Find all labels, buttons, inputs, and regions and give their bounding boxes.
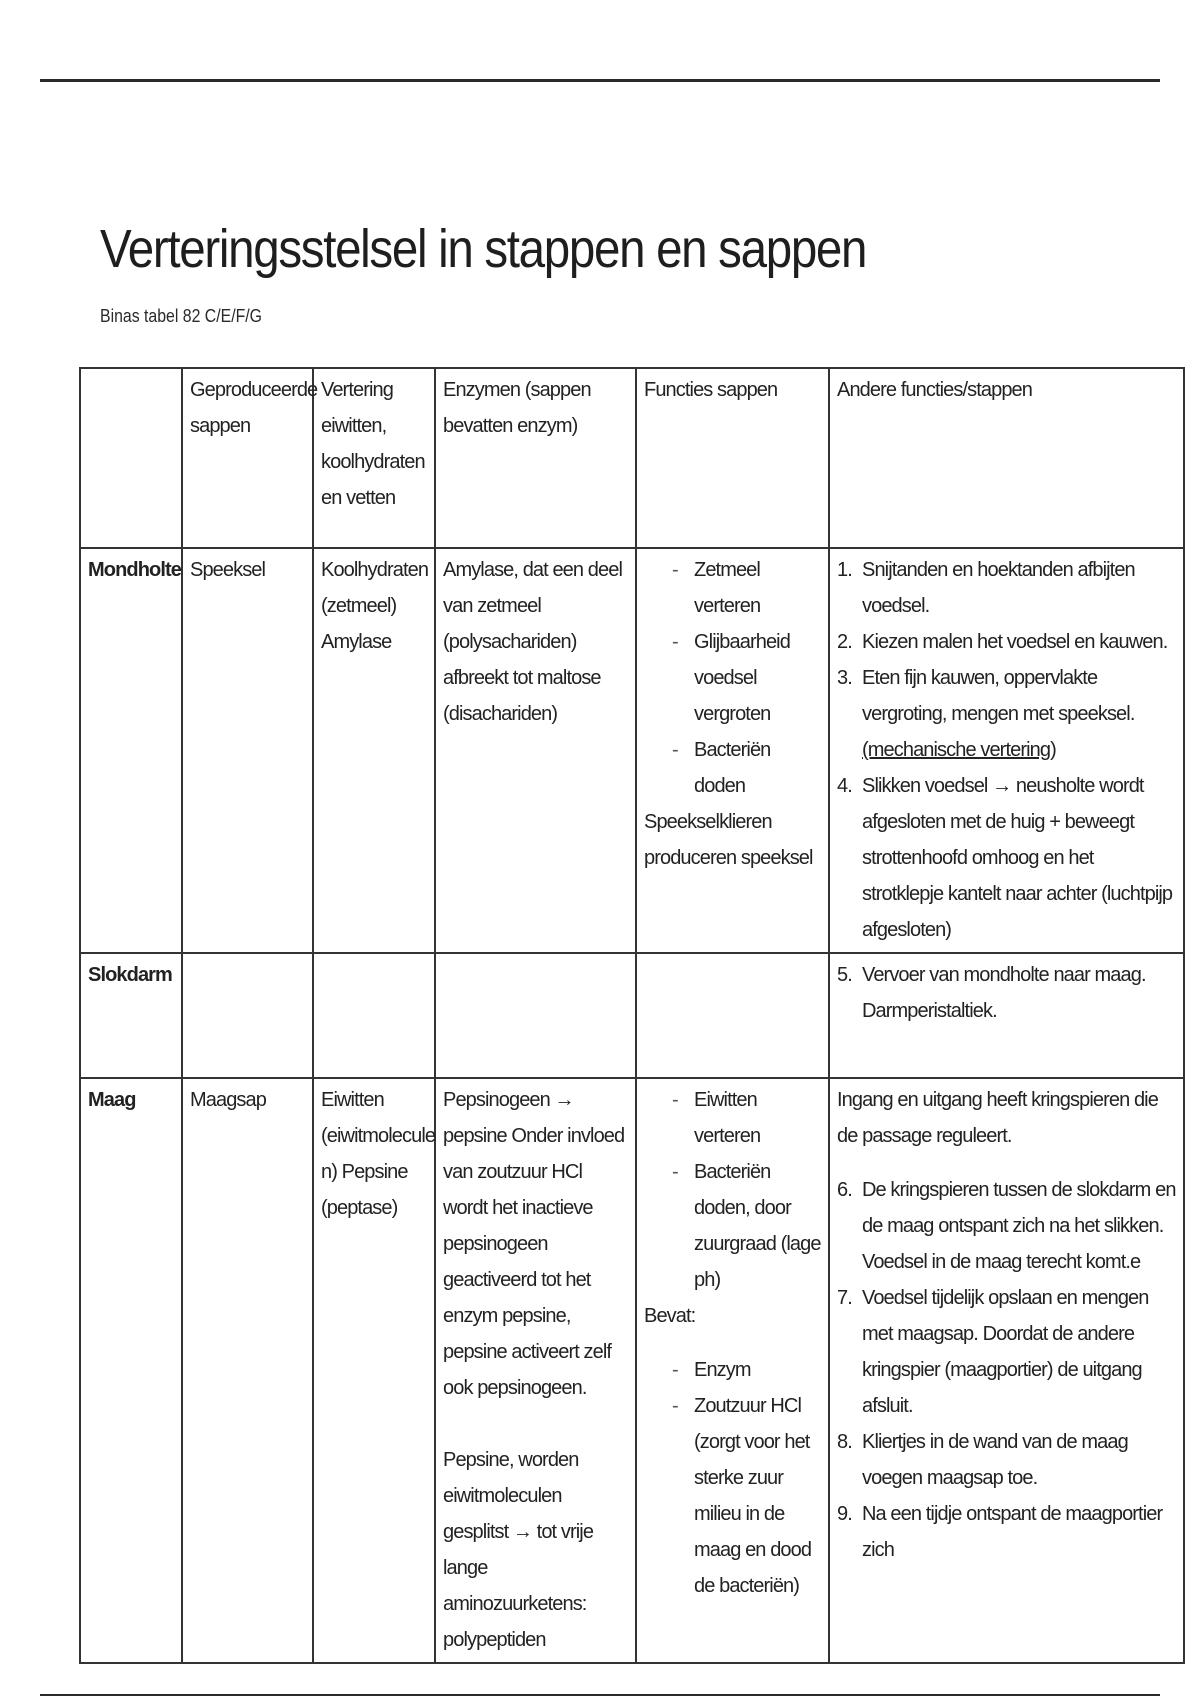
step-item <box>837 1424 1177 1496</box>
header-andere: Andere functies/stappen <box>829 368 1184 548</box>
vertering-maag: Eiwitten (eiwitmolecule n) Pepsine (peptase) <box>313 1078 435 1663</box>
step-extra: (mechanische vertering) <box>862 739 1056 761</box>
step-item <box>837 660 1177 768</box>
step-text: De kringspieren tussen de slokdarm en de maag ontspant zich na het slikken. Voedsel in de maag terecht komt.e <box>862 1179 1176 1273</box>
page-title: Verteringsstelsel in stappen en sappen <box>100 219 867 279</box>
step-text: Kiezen malen het voedsel en kauwen. <box>862 631 1168 653</box>
step-number: 8. <box>837 1431 852 1453</box>
step-number: 6. <box>837 1179 852 1201</box>
vertering-mondholte: Koolhydraten (zetmeel) Amylase <box>313 548 435 953</box>
organ-slokdarm: Slokdarm <box>80 953 182 1078</box>
bottom-rule <box>40 1694 1160 1696</box>
sap-mondholte: Speeksel <box>182 548 313 953</box>
digestion-table <box>79 367 1185 1664</box>
empty-cell <box>435 953 636 1078</box>
step-item <box>837 1172 1177 1280</box>
stappen-slokdarm <box>829 953 1184 1078</box>
organ-mondholte: Mondholte <box>80 548 182 953</box>
functies-mondholte <box>636 548 829 953</box>
list-item: - Zetmeel verteren <box>644 552 822 624</box>
step-text: Voedsel tijdelijk opslaan en mengen met maagsap. Doordat de andere kringspier (maagportier) de uitgang afsluit. <box>862 1287 1149 1417</box>
step-number: 4. <box>837 775 852 797</box>
header-functies: Functies sappen <box>636 368 829 548</box>
row-maag <box>80 1078 1184 1663</box>
step-item <box>837 1280 1177 1424</box>
step-text: Kliertjes in de wand van de maag voegen maagsap toe. <box>862 1431 1128 1489</box>
empty-cell <box>636 953 829 1078</box>
functies-maag <box>636 1078 829 1663</box>
row-slokdarm <box>80 953 1184 1078</box>
step-text: Snijtanden en hoektanden afbijten voedsel. <box>862 559 1135 617</box>
sap-maag: Maagsap <box>182 1078 313 1663</box>
paragraph-gap <box>644 1334 822 1352</box>
organ-maag: Maag <box>80 1078 182 1663</box>
empty-cell <box>313 953 435 1078</box>
page-subtitle: Binas tabel 82 C/E/F/G <box>100 306 263 326</box>
list-item: - Eiwitten verteren <box>644 1082 822 1154</box>
step-item <box>837 1496 1177 1568</box>
row-mondholte <box>80 548 1184 953</box>
empty-cell <box>182 953 313 1078</box>
paragraph-gap <box>443 1406 629 1442</box>
maag-intro: Ingang en uitgang heeft kringspieren die de passage reguleert. <box>837 1089 1158 1147</box>
step-item <box>837 768 1177 948</box>
step-number: 9. <box>837 1503 852 1525</box>
enzymen-maag-p2: Pepsine, worden eiwitmoleculen gesplitst → tot vrije lange aminozuurketens: polypeptiden <box>443 1449 594 1651</box>
step-number: 1. <box>837 559 852 581</box>
step-number: 2. <box>837 631 852 653</box>
bevat-label: Bevat: <box>644 1305 696 1327</box>
step-text: Na een tijdje ontspant de maagportier zich <box>862 1503 1163 1561</box>
step-item <box>837 552 1177 624</box>
header-row <box>80 368 1184 548</box>
step-item <box>837 957 1177 1029</box>
step-text: Slikken voedsel → neusholte wordt afgesloten met de huig + beweegt strottenhoofd omhoog en het strotklepje kantelt naar achter (luchtpijp afgesloten) <box>862 775 1173 941</box>
enzymen-maag <box>435 1078 636 1663</box>
header-sappen: Geproduceerde sappen <box>182 368 313 548</box>
step-text: Eten fijn kauwen, oppervlakte vergroting, mengen met speeksel. <box>862 667 1135 725</box>
list-item: - Bacteriën doden <box>644 732 822 804</box>
step-item <box>837 624 1177 660</box>
stappen-mondholte <box>829 548 1184 953</box>
list-item: - Glijbaarheid voedsel vergroten <box>644 624 822 732</box>
top-rule <box>40 79 1160 82</box>
step-number: 5. <box>837 964 852 986</box>
step-number: 7. <box>837 1287 852 1309</box>
header-empty <box>80 368 182 548</box>
header-enzymen: Enzymen (sappen bevatten enzym) <box>435 368 636 548</box>
step-number: 3. <box>837 667 852 689</box>
functies-note: Speekselklieren produceren speeksel <box>644 811 813 869</box>
list-item: - Bacteriën doden, door zuurgraad (lage ph) <box>644 1154 822 1298</box>
header-vertering: Vertering eiwitten, koolhydraten en vetten <box>313 368 435 548</box>
step-text: Vervoer van mondholte naar maag. Darmperistaltiek. <box>862 964 1146 1022</box>
list-item: - Zoutzuur HCl (zorgt voor het sterke zuur milieu in de maag en dood de bacteriën) <box>644 1388 822 1604</box>
enzymen-maag-p1: Pepsinogeen → pepsine Onder invloed van zoutzuur HCl wordt het inactieve pepsinogeen geactiveerd tot het enzym pepsine, pepsine activeert zelf ook pepsinogeen. <box>443 1089 625 1399</box>
list-item: - Enzym <box>644 1352 822 1388</box>
stappen-maag <box>829 1078 1184 1663</box>
paragraph-gap <box>837 1154 1177 1172</box>
enzymen-mondholte: Amylase, dat een deel van zetmeel (polysachariden) afbreekt tot maltose (disachariden) <box>435 548 636 953</box>
